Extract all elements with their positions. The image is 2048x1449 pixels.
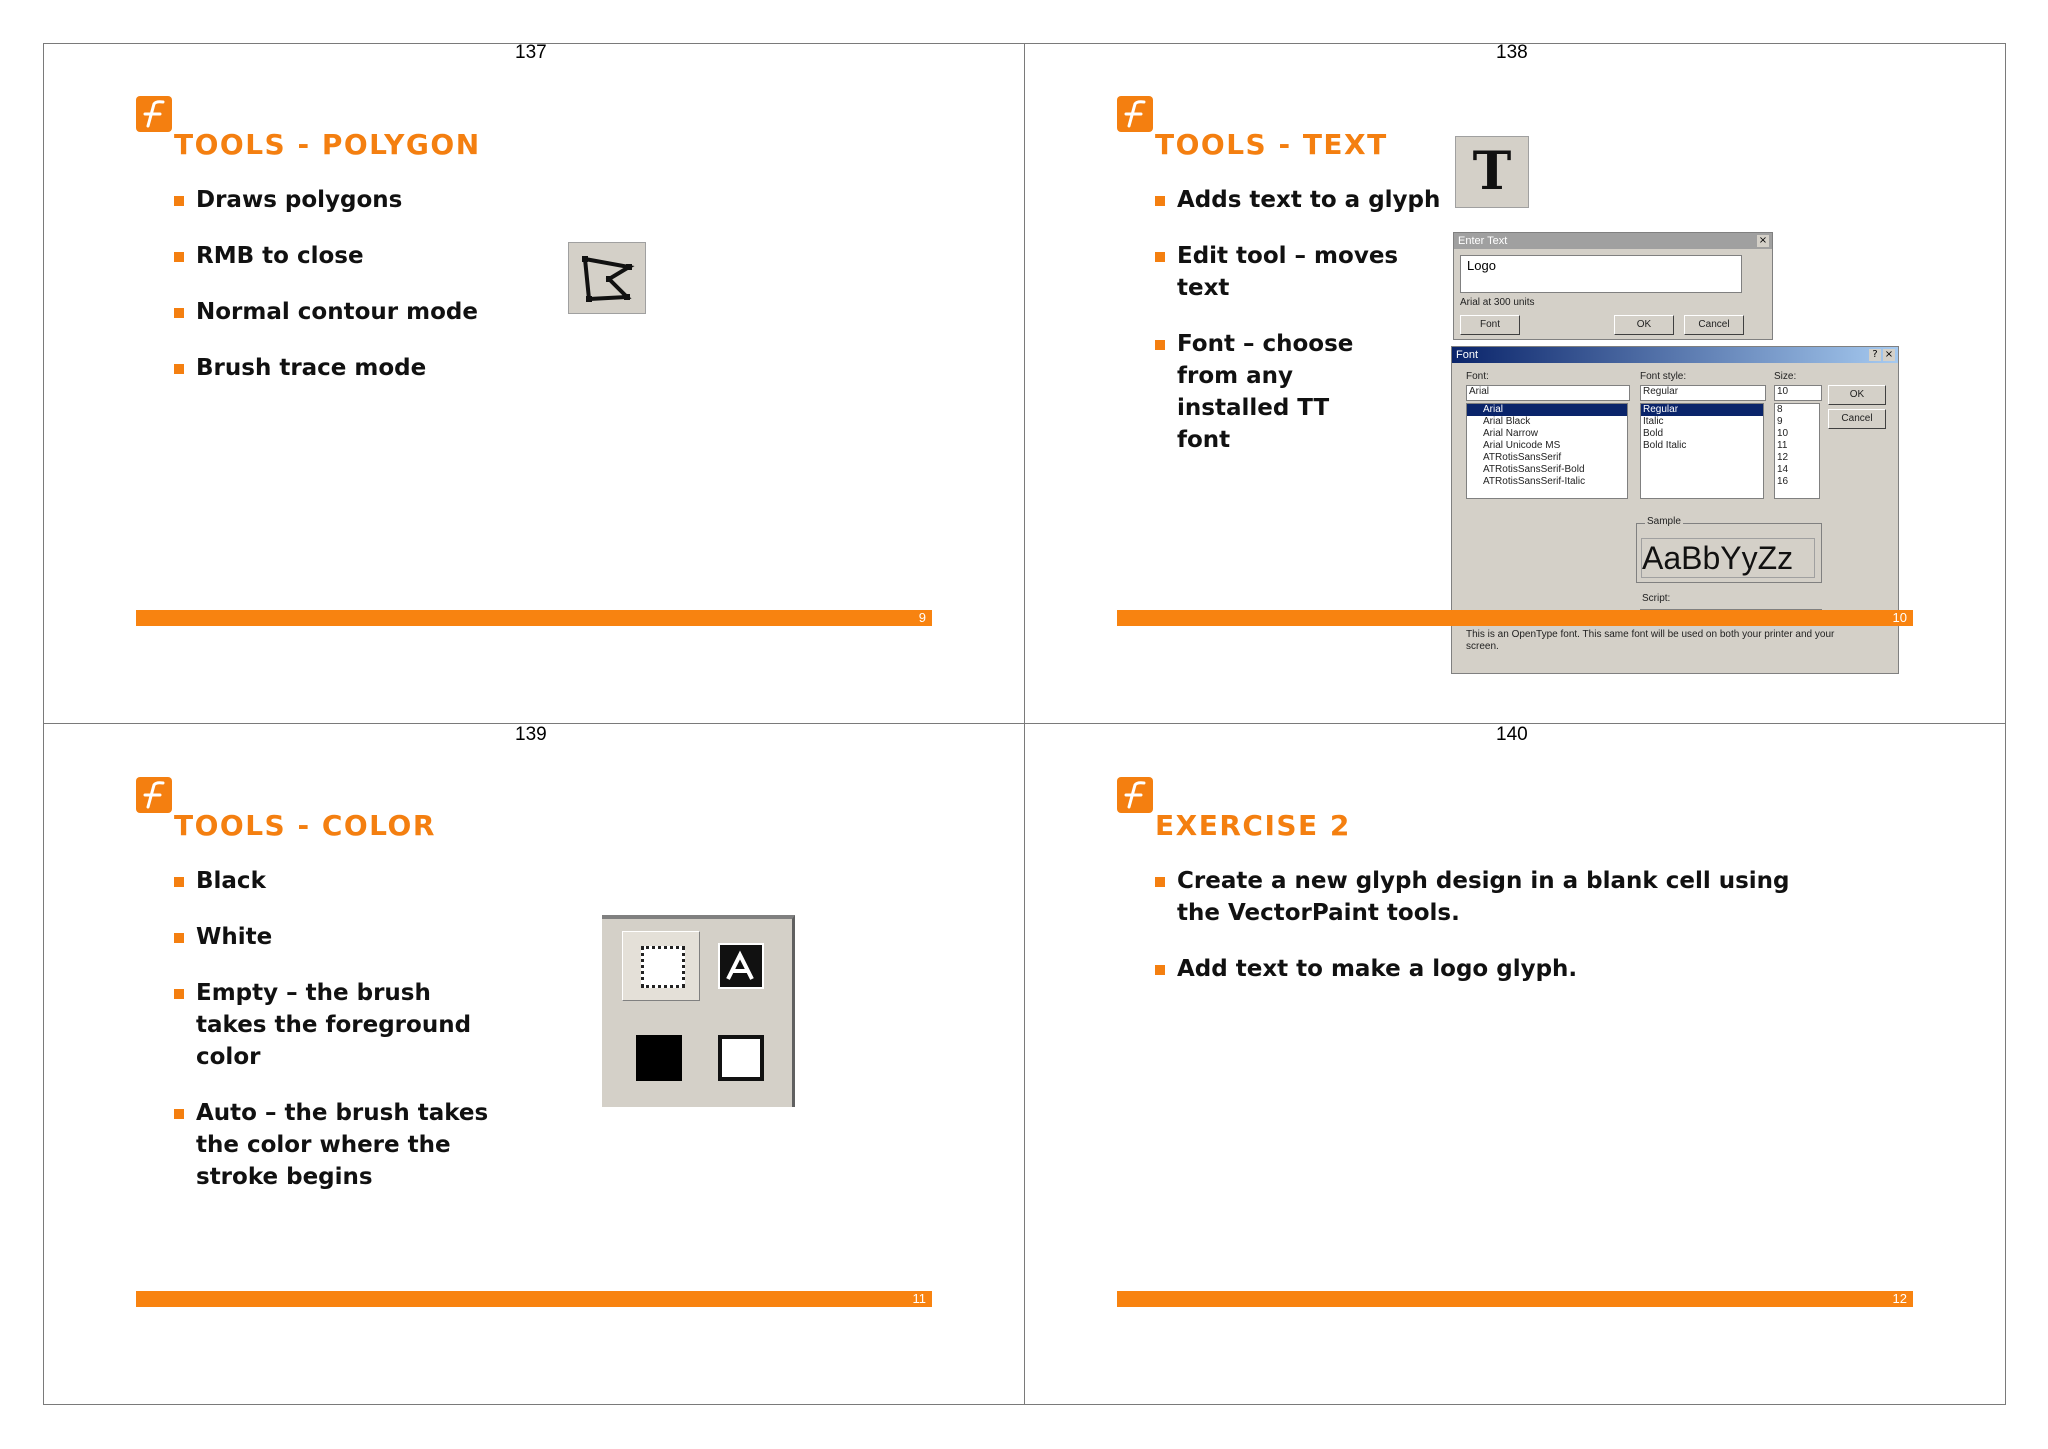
slide-number: 12 [1892, 1291, 1907, 1306]
list-item[interactable]: 9 [1777, 416, 1783, 427]
dialog-title: Enter Text [1454, 233, 1772, 249]
bullet-marker [1155, 877, 1165, 887]
help-icon[interactable]: ? [1869, 349, 1881, 361]
bullet-marker [1155, 196, 1165, 206]
font-style-list[interactable] [1640, 403, 1764, 499]
slide-color [136, 725, 936, 1345]
slide-text [1117, 44, 1917, 664]
bullet-item: White [174, 921, 504, 953]
slide-number: 9 [918, 610, 926, 625]
sample-group [1636, 516, 1822, 583]
slide-title: TOOLS - POLYGON [174, 128, 481, 161]
list-item[interactable]: 8 [1777, 404, 1783, 415]
list-item[interactable]: Bold Italic [1643, 440, 1687, 451]
list-item[interactable]: Arial [1467, 404, 1627, 416]
close-icon[interactable]: × [1884, 349, 1894, 360]
bullet-marker [1155, 965, 1165, 975]
grid-horizontal-divider [43, 723, 2006, 724]
close-icon[interactable]: × [1758, 235, 1768, 246]
bullet-marker [174, 252, 184, 262]
text-tool-icon: T [1455, 136, 1529, 208]
bullet-marker [174, 933, 184, 943]
dialog-title: Font [1452, 347, 1898, 363]
list-item[interactable]: 14 [1777, 464, 1789, 475]
slide-footer-bar [1117, 1291, 1913, 1307]
slide-footer-bar [136, 610, 932, 626]
grid-vertical-divider [1024, 43, 1025, 1405]
bullet-item: RMB to close [174, 240, 478, 272]
bullet-item: Draws polygons [174, 184, 478, 216]
page-number: 139 [515, 724, 547, 745]
bullet-marker [174, 1109, 184, 1119]
font-note: This is an OpenType font. This same font will be used on both your printer and your screen. [1466, 629, 1835, 652]
list-item[interactable]: ATRotisSansSerif-Bold [1483, 464, 1585, 475]
slide-number: 10 [1892, 610, 1907, 625]
f-logo-icon [136, 777, 172, 813]
font-style-input[interactable]: Regular [1640, 385, 1766, 401]
font-style-label: Font style: [1640, 371, 1687, 382]
f-logo-icon [1117, 96, 1153, 132]
slide-title: EXERCISE 2 [1155, 809, 1351, 842]
bullet-item: Adds text to a glyph [1155, 184, 1445, 216]
bullet-item: Empty – the brush takes the foreground color [174, 977, 504, 1073]
list-item[interactable]: Bold [1643, 428, 1664, 439]
size-list[interactable] [1774, 403, 1820, 499]
slide-footer-bar [1117, 610, 1913, 626]
sample-preview: AaBbYyZz [1641, 538, 1815, 578]
bullet-marker [174, 877, 184, 887]
enter-text-dialog [1453, 232, 1773, 340]
ok-button[interactable]: OK [1614, 315, 1674, 335]
f-logo-icon [1117, 777, 1153, 813]
bullet-item: Black [174, 865, 504, 897]
slide-title: TOOLS - COLOR [174, 809, 436, 842]
auto-color-swatch[interactable] [718, 943, 764, 989]
size-input[interactable]: 10 [1774, 385, 1822, 401]
bullet-item: Auto – the brush takes the color where the stroke begins [174, 1097, 504, 1193]
font-info-label: Arial at 300 units [1460, 297, 1535, 308]
cancel-button[interactable]: Cancel [1684, 315, 1744, 335]
script-label: Script: [1642, 593, 1671, 604]
f-logo-icon [136, 96, 172, 132]
bullet-item: Edit tool – moves text [1155, 240, 1445, 304]
cancel-button[interactable]: Cancel [1828, 409, 1886, 429]
slide-exercise [1117, 725, 1917, 1345]
sample-label: Sample [1647, 516, 1681, 527]
text-input[interactable]: Logo [1460, 255, 1742, 293]
white-color-swatch[interactable] [718, 1035, 764, 1081]
bullet-item: Add text to make a logo glyph. [1155, 953, 1795, 985]
slide-footer-bar [136, 1291, 932, 1307]
bullet-marker [174, 196, 184, 206]
size-label: Size: [1774, 371, 1797, 382]
black-color-swatch[interactable] [636, 1035, 682, 1081]
list-item[interactable]: ATRotisSansSerif-Italic [1483, 476, 1586, 487]
list-item[interactable]: Arial Black [1483, 416, 1531, 427]
page-number: 140 [1496, 724, 1528, 745]
slide-polygon [136, 44, 936, 664]
list-item[interactable]: 12 [1777, 452, 1789, 463]
list-item[interactable]: ATRotisSansSerif [1483, 452, 1562, 463]
list-item[interactable]: 16 [1777, 476, 1789, 487]
bullet-marker [174, 364, 184, 374]
page-number: 137 [515, 42, 547, 63]
page-number: 138 [1496, 42, 1528, 63]
color-palette-icon [602, 915, 795, 1107]
bullet-marker [1155, 340, 1165, 350]
bullet-item: Brush trace mode [174, 352, 478, 384]
list-item[interactable]: Regular [1641, 404, 1763, 416]
font-label: Font: [1466, 371, 1489, 382]
bullet-item: Font – choose from any installed TT font [1155, 328, 1387, 456]
bullet-item: Normal contour mode [174, 296, 478, 328]
bullet-marker [174, 989, 184, 999]
list-item[interactable]: 10 [1777, 428, 1789, 439]
bullet-item: Create a new glyph design in a blank cell using the VectorPaint tools. [1155, 865, 1795, 929]
font-input[interactable]: Arial [1466, 385, 1630, 401]
empty-color-swatch[interactable] [622, 931, 700, 1001]
slide-title: TOOLS - TEXT [1155, 128, 1388, 161]
list-item[interactable]: Arial Narrow [1483, 428, 1539, 439]
slide-number: 11 [912, 1291, 926, 1306]
list-item[interactable]: 11 [1777, 440, 1788, 451]
font-button[interactable]: Font [1460, 315, 1520, 335]
polygon-tool-icon [568, 242, 646, 314]
list-item[interactable]: Arial Unicode MS [1483, 440, 1561, 451]
font-list[interactable] [1466, 403, 1628, 499]
ok-button[interactable]: OK [1828, 385, 1886, 405]
bullet-marker [1155, 252, 1165, 262]
list-item[interactable]: Italic [1643, 416, 1664, 427]
bullet-marker [174, 308, 184, 318]
